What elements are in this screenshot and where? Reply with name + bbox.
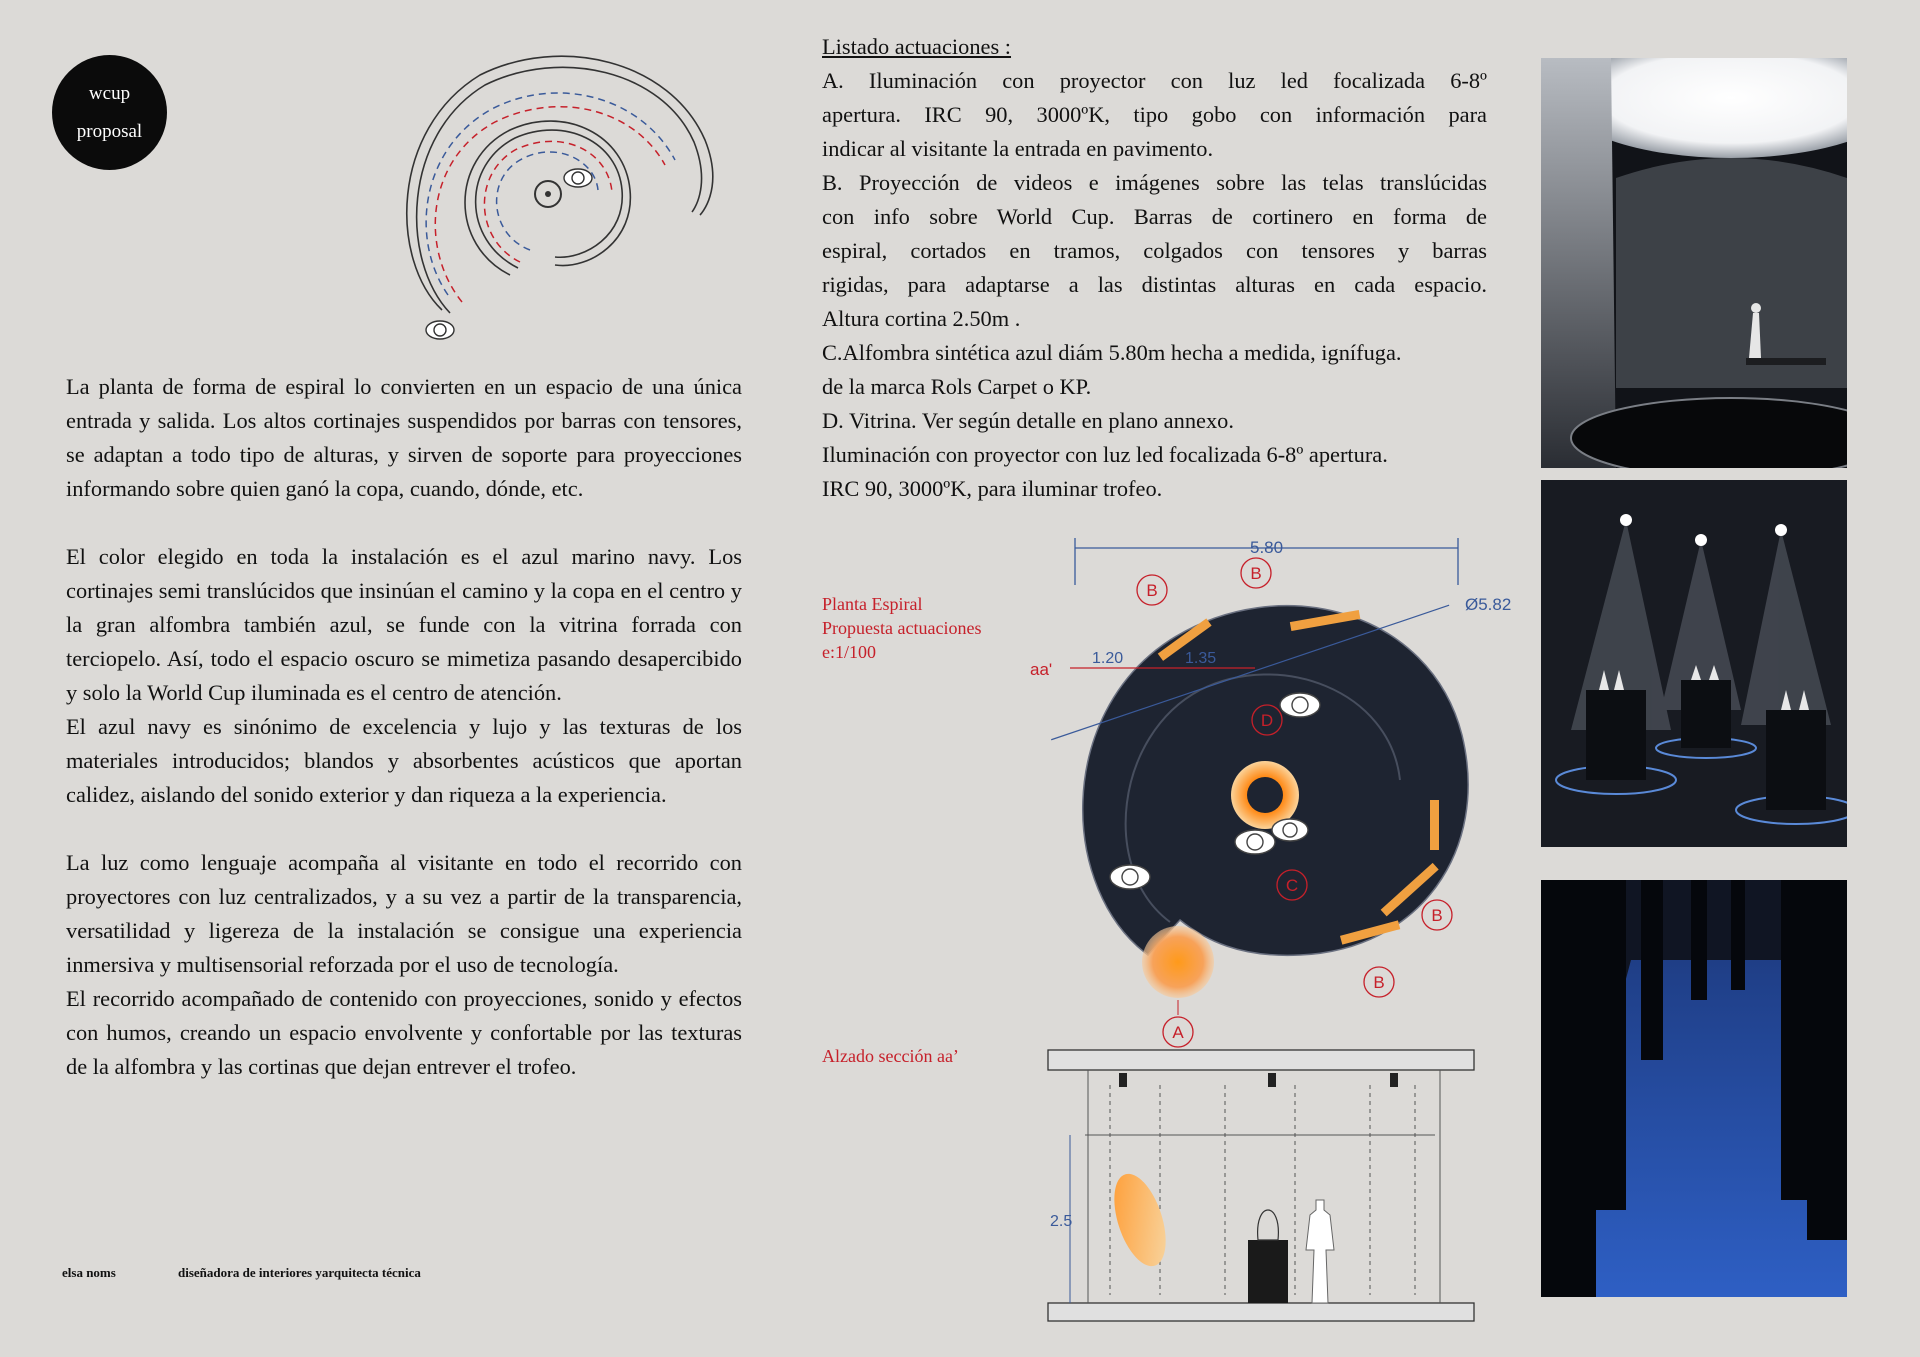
plan-label-line-3: e:1/100 [822,642,876,662]
dim-width: 5.80 [1250,538,1284,557]
section-mark: aa' [1030,660,1053,679]
actuaciones-line: IRC 90, 3000ºK, para iluminar trofeo. [822,476,1163,501]
marker-d: D [1260,711,1274,730]
plan-label [822,592,981,664]
actuaciones-line: D. Vitrina. Ver según detalle en plano annexo. [822,408,1234,433]
visitor-icon [426,169,592,339]
description-text [66,370,742,1084]
paragraph-4: La luz como lenguaje acompaña al visitante en todo el recorrido con proyectores con luz centralizados, y a su vez a partir de la transparencia, versatilidad y ligereza de la instalación se consigue una experiencia inmersiva y multisensorial reforzada por el uso de tecnología. [66,850,742,977]
footer-role: diseñadora de interiores yarquitecta técnica [178,1265,421,1280]
paragraph-5: El recorrido acompañado de contenido con proyecciones, sonido y efectos con humos, creando un espacio envolvente y confortable por las texturas de la alfombra y las cortinas que dejan entrever el trofeo. [66,986,742,1079]
human-figure [1306,1200,1334,1303]
footer-author: elsa noms [62,1265,116,1280]
dim-b: 1.35 [1185,650,1217,667]
section-elevation [1040,1045,1480,1325]
dim-diameter: Ø5.82 [1465,595,1512,614]
section-label: Alzado sección aa’ [822,1046,959,1066]
paragraph-3: El azul navy es sinónimo de excelencia y lujo y las texturas de los materiales introducidos; blandos y absorbentes acústicos que aportan calidez, aislando del sonido exterior y dan riqueza a la experiencia. [66,714,742,807]
showcase-vitrine [1248,1240,1288,1303]
projected-light [1104,1168,1176,1273]
spiral-route-sketch [380,40,720,360]
dim-a: 1.20 [1092,650,1124,667]
marker-b: B [1431,906,1443,925]
wcup-proposal-badge [52,55,167,170]
actuaciones-list [822,30,1487,506]
photo-circular-room [1541,58,1847,468]
spiral-floor-plan [1000,530,1540,1050]
actuaciones-line: C.Alfombra sintética azul diám 5.80m hecha a medida, ignífuga. [822,340,1402,365]
photo-spotlights [1541,480,1847,847]
entrance-light [1142,926,1214,998]
actuaciones-line: Iluminación con proyector con luz led focalizada 6-8º apertura. [822,442,1388,467]
photo-blue-carpet [1541,880,1847,1297]
actuaciones-line: con info sobre World Cup. Barras de cortinero en forma de [822,204,1487,229]
plan-label-line-2: Propuesta actuaciones [822,618,982,638]
section-height: 2.5 [1050,1213,1073,1230]
paragraph-2: El color elegido en toda la instalación es el azul marino navy. Los cortinajes semi translúcidos que insinúan el camino y la copa en el centro y la gran alfombra también azul, se funde con la vitrina forrada con terciopelo. Así, todo el espacio oscuro se mimetiza pasando desapercibido y solo la World Cup iluminada es el centro de atención. [66,544,742,705]
marker-a: A [1172,1023,1184,1042]
badge-line-2: proposal [76,120,143,142]
actuaciones-line: Altura cortina 2.50m . [822,306,1021,331]
plan-label-line-1: Planta Espiral [822,594,923,614]
marker-b: B [1373,973,1385,992]
actuaciones-line: de la marca Rols Carpet o KP. [822,374,1092,399]
actuaciones-line: A. Iluminación con proyector con luz led focalizada 6-8º [822,68,1487,93]
badge-line-1: wcup [88,82,131,104]
marker-c: C [1285,876,1299,895]
actuaciones-line: espiral, cortados en tramos, colgados con tensores y barras [822,238,1487,263]
paragraph-1: La planta de forma de espiral lo convierten en un espacio de una única entrada y salida. Los altos cortinajes suspendidos por barras con tensores, se adaptan a todo tipo de alturas, y sirven de soporte para proyecciones informando sobre quien ganó la copa, cuando, dónde, etc. [66,374,742,501]
actuaciones-line: indicar al visitante la entrada en pavimento. [822,136,1214,161]
actuaciones-line: B. Proyección de videos e imágenes sobre las telas translúcidas [822,170,1487,195]
actuaciones-line: rigidas, para adaptarse a las distintas alturas en cada espacio. [822,272,1487,297]
marker-b: B [1250,564,1262,583]
actuaciones-title: Listado actuaciones : [822,34,1012,59]
marker-b: B [1146,581,1158,600]
actuaciones-line: apertura. IRC 90, 3000ºK, tipo gobo con información para [822,102,1487,127]
